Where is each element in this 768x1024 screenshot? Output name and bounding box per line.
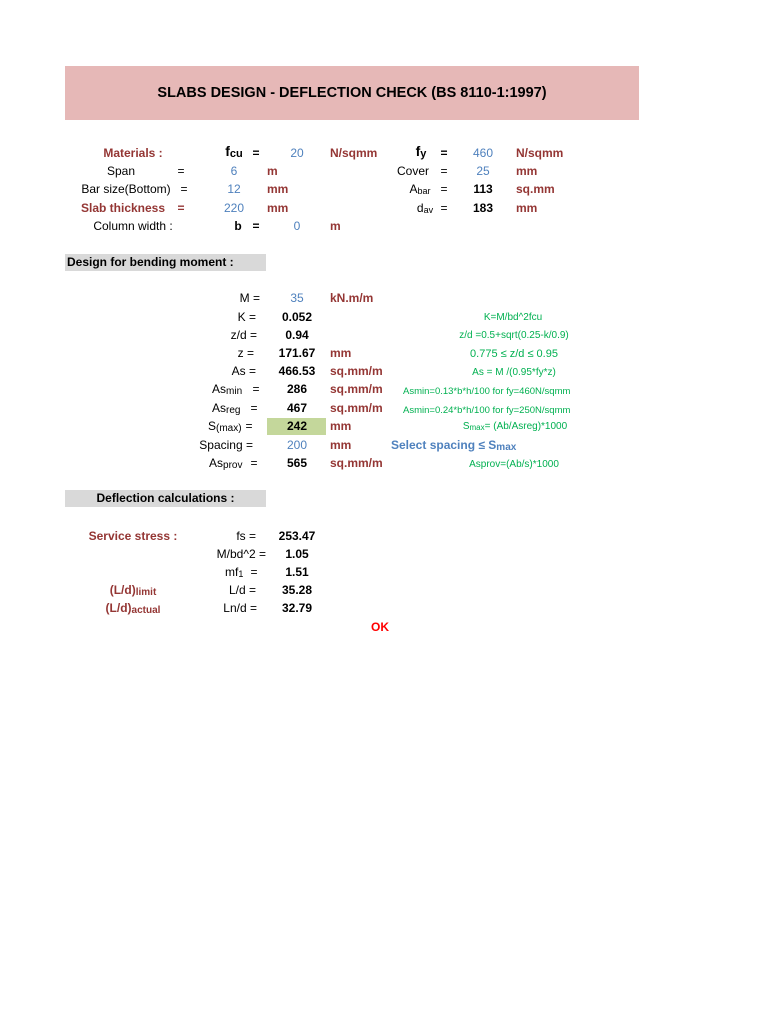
asmin-unit: sq.mm/m — [330, 382, 383, 396]
column-width-unit: m — [330, 219, 341, 233]
smax-note-sub: max — [469, 423, 485, 432]
asreg-symbol — [212, 400, 240, 418]
slab-thickness-unit: mm — [267, 201, 289, 215]
asreg-value: 467 — [286, 401, 308, 415]
ld-limit-label — [110, 582, 157, 600]
asreg-equals: = — [250, 401, 258, 415]
ld-limit-value: 35.28 — [281, 583, 313, 597]
abar-symbol-main: A — [409, 182, 418, 196]
asprov-symbol-main: As — [209, 456, 224, 470]
mf1-value: 1.51 — [285, 565, 309, 579]
fs-value: 253.47 — [278, 529, 316, 543]
select-spacing-note-main: Select spacing ≤ S — [391, 438, 497, 452]
dav-unit: mm — [516, 201, 538, 215]
span-value[interactable]: 6 — [230, 164, 238, 178]
dav-value: 183 — [472, 201, 494, 215]
asmin-equals: = — [252, 382, 260, 396]
mf1-symbol-main: mf — [225, 565, 239, 579]
cover-equals: = — [440, 164, 448, 178]
ld-actual-value: 32.79 — [281, 601, 313, 615]
slab-thickness-value[interactable]: 220 — [223, 201, 245, 215]
sheet-title — [65, 66, 639, 120]
span-equals: = — [177, 164, 185, 178]
fs-label: fs = — [236, 529, 256, 543]
z-unit: mm — [330, 346, 352, 360]
zd-label: z/d = — [230, 328, 257, 342]
k-formula-note: K=M/bd^2fcu — [483, 312, 543, 323]
k-value: 0.052 — [281, 310, 313, 324]
asmin-symbol-sub: min — [226, 386, 243, 397]
fcu-symbol — [225, 143, 243, 161]
abar-symbol — [409, 181, 430, 198]
abar-value: 113 — [473, 182, 493, 196]
moment-label: M = — [239, 291, 260, 305]
dav-symbol — [417, 200, 433, 217]
zd-formula-note: z/d =0.5+sqrt(0.25-k/0.9) — [459, 330, 569, 341]
fy-equals: = — [440, 146, 448, 160]
fcu-value[interactable]: 20 — [290, 146, 304, 160]
z-value: 171.67 — [278, 346, 316, 360]
fcu-unit: N/sqmm — [330, 146, 378, 160]
abar-equals: = — [440, 182, 448, 196]
fy-value[interactable]: 460 — [472, 146, 494, 160]
column-width-label: Column width : — [93, 219, 173, 233]
smax-unit: mm — [330, 419, 352, 433]
asreg-formula-note: Asmin=0.24*b*h/100 for fy=250N/sqmm — [403, 405, 571, 416]
bar-size-label: Bar size(Bottom) — [81, 182, 171, 196]
asprov-formula-note: Asprov=(Ab/s)*1000 — [469, 459, 559, 470]
asmin-symbol — [212, 381, 242, 399]
spacing-unit: mm — [330, 438, 352, 452]
sheet-title-text: SLABS DESIGN - DEFLECTION CHECK (BS 8110-1:1997) — [157, 85, 547, 101]
spacing-label: Spacing = — [199, 438, 253, 452]
asprov-value: 565 — [286, 456, 308, 470]
select-spacing-note-sub: max — [496, 442, 517, 453]
deflection-section-header — [65, 490, 266, 507]
asreg-symbol-sub: reg — [226, 405, 241, 416]
asmin-formula-note: Asmin=0.13*b*h/100 for fy=460N/sqmm — [403, 386, 571, 397]
ld-limit-label-sub: limit — [135, 587, 157, 598]
moment-value[interactable]: 35 — [290, 291, 304, 305]
asmin-symbol-main: As — [212, 382, 227, 396]
as-label: As = — [231, 364, 256, 378]
mbd2-label: M/bd^2 = — [216, 547, 266, 561]
fy-symbol-sub: y — [420, 148, 427, 160]
select-spacing-note — [391, 437, 516, 455]
span-label: Span — [106, 164, 136, 178]
column-width-value[interactable]: 0 — [293, 219, 301, 233]
smax-value: 242 — [286, 419, 308, 433]
asmin-value: 286 — [286, 382, 308, 396]
zd-value: 0.94 — [285, 328, 309, 342]
asprov-unit: sq.mm/m — [330, 456, 383, 470]
moment-unit: kN.m/m — [330, 291, 374, 305]
asprov-equals: = — [250, 456, 258, 470]
span-unit: m — [267, 164, 278, 178]
smax-symbol-main: S — [208, 419, 217, 433]
smax-note-main: S — [462, 421, 470, 432]
fy-unit: N/sqmm — [516, 146, 564, 160]
mf1-equals: = — [250, 565, 258, 579]
asprov-symbol — [209, 455, 242, 473]
deflection-result-ok: OK — [371, 620, 389, 634]
fy-symbol-main: f — [415, 143, 421, 159]
dav-symbol-sub: av — [423, 205, 434, 215]
smax-symbol — [208, 418, 242, 436]
service-stress-label: Service stress : — [88, 529, 178, 543]
abar-symbol-sub: bar — [417, 186, 431, 196]
ld-limit-label-main: (L/d) — [109, 583, 136, 597]
bar-size-unit: mm — [267, 182, 289, 196]
fcu-equals: = — [252, 146, 260, 160]
mf1-symbol-sub: 1 — [238, 569, 244, 579]
fy-symbol — [416, 143, 427, 161]
smax-equals: = — [245, 419, 253, 433]
dav-equals: = — [440, 201, 448, 215]
asreg-symbol-main: As — [212, 401, 227, 415]
z-label: z = — [237, 346, 254, 360]
abar-unit: sq.mm — [516, 182, 555, 196]
cover-unit: mm — [516, 164, 538, 178]
column-width-equals: = — [252, 219, 260, 233]
slab-thickness-label: Slab thickness — [80, 201, 166, 215]
deflection-section-title: Deflection calculations : — [96, 491, 235, 505]
ld-actual-symbol: Ln/d = — [223, 601, 257, 615]
ld-actual-label-sub: actual — [131, 605, 161, 616]
column-width-symbol: b — [234, 219, 242, 233]
ld-actual-label — [106, 600, 161, 618]
dav-symbol-main: d — [416, 201, 424, 215]
cover-value[interactable]: 25 — [476, 164, 490, 178]
as-formula-note: As = M /(0.95*fy*z) — [472, 367, 556, 378]
mbd2-value: 1.05 — [285, 547, 309, 561]
fcu-symbol-main: f — [225, 143, 230, 159]
as-value: 466.53 — [278, 364, 316, 378]
materials-label: Materials : — [103, 146, 163, 160]
smax-symbol-sub: (max) — [216, 423, 242, 434]
bar-size-equals: = — [180, 182, 188, 196]
smax-note-rest: = (Ab/Asreg)*1000 — [484, 421, 568, 432]
asprov-symbol-sub: prov — [223, 460, 243, 471]
ld-limit-symbol: L/d = — [228, 583, 256, 597]
mf1-symbol — [225, 564, 243, 581]
bending-section-title: Design for bending moment : — [67, 255, 234, 269]
asreg-unit: sq.mm/m — [330, 401, 383, 415]
fcu-symbol-sub: cu — [229, 148, 243, 160]
smax-formula-note — [463, 419, 567, 435]
ld-actual-label-main: (L/d) — [105, 601, 132, 615]
z-limits-note: 0.775 ≤ z/d ≤ 0.95 — [470, 348, 558, 360]
cover-label: Cover — [396, 164, 430, 178]
bar-size-value[interactable]: 12 — [227, 182, 241, 196]
slab-thickness-equals: = — [177, 201, 185, 215]
bending-section-header — [65, 254, 266, 271]
spacing-value[interactable]: 200 — [286, 438, 308, 452]
k-label: K = — [237, 310, 256, 324]
as-unit: sq.mm/m — [330, 364, 383, 378]
